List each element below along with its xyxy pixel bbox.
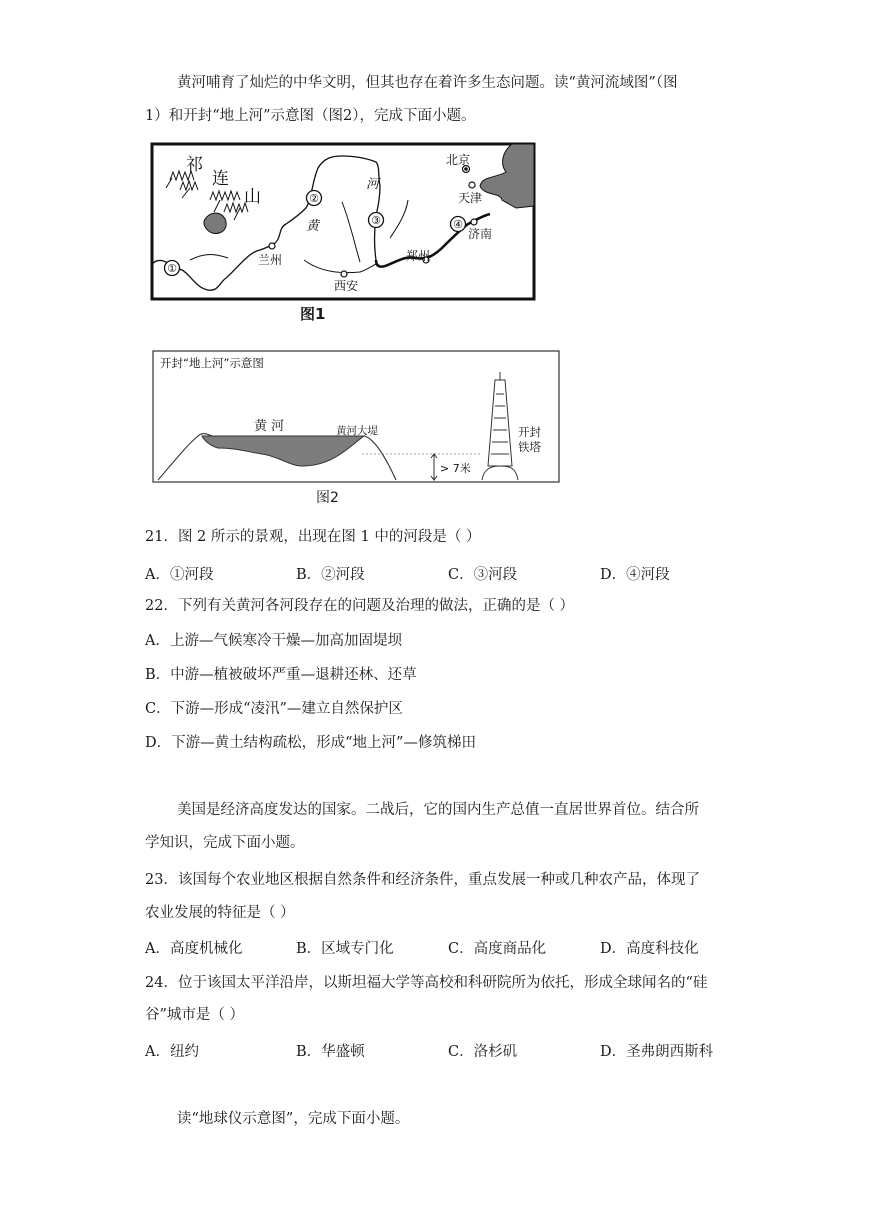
label-tower-1: 开封 bbox=[518, 425, 541, 439]
figure2-caption: 图2 bbox=[316, 490, 339, 506]
label-jinan: 济南 bbox=[468, 227, 493, 241]
q22-option-d: D．下游—黄土结构疏松，形成“地上河”—修筑梯田 bbox=[145, 735, 476, 751]
figure1-map bbox=[150, 142, 536, 302]
figure2-title: 开封“地上河”示意图 bbox=[160, 356, 264, 370]
label-lian: 连 bbox=[212, 169, 229, 189]
label-river: 黄 河 bbox=[254, 419, 285, 434]
q21-option-d: D．④河段 bbox=[600, 567, 670, 583]
label-he: 河 bbox=[366, 177, 380, 192]
label-tianjin: 天津 bbox=[458, 191, 483, 205]
label-tower-2: 铁塔 bbox=[518, 440, 541, 454]
q24-stem-line1: 24．位于该国太平洋沿岸，以斯坦福大学等高校和科研院所为依托，形成全球闻名的“硅 bbox=[145, 975, 708, 991]
label-beijing: 北京 bbox=[446, 153, 471, 167]
q21-stem: 21．图 2 所示的景观，出现在图 1 中的河段是（ ） bbox=[145, 529, 481, 545]
q23-option-a: A．高度机械化 bbox=[145, 941, 243, 957]
q22-option-a: A．上游—气候寒冷干燥—加高加固堤坝 bbox=[145, 633, 402, 649]
section2-intro-line2: 学知识，完成下面小题。 bbox=[145, 835, 305, 851]
q22-option-c: C．下游—形成“凌汛”—建立自然保护区 bbox=[145, 701, 403, 717]
marker-4: ④ bbox=[453, 218, 463, 231]
q24-option-c: C．洛杉矶 bbox=[448, 1044, 518, 1060]
q24-option-a: A．纽约 bbox=[145, 1044, 199, 1060]
label-xian: 西安 bbox=[334, 279, 359, 293]
label-lanzhou: 兰州 bbox=[258, 253, 283, 267]
figure1-caption: 图1 bbox=[300, 305, 326, 323]
q23-option-c: C．高度商品化 bbox=[448, 941, 547, 957]
label-qi: 祁 bbox=[186, 155, 203, 175]
section1-intro-line2: 1）和开封“地上河”示意图（图2），完成下面小题。 bbox=[145, 108, 476, 124]
q23-stem-line2: 农业发展的特征是（ ） bbox=[145, 905, 295, 921]
marker-3: ③ bbox=[371, 214, 381, 227]
q21-option-b: B．②河段 bbox=[296, 567, 365, 583]
q24-stem-line2: 谷”城市是（ ） bbox=[145, 1007, 245, 1023]
label-zhengzhou: 郑州 bbox=[406, 249, 431, 263]
q23-option-d: D．高度科技化 bbox=[600, 941, 699, 957]
q23-stem-line1: 23．该国每个农业地区根据自然条件和经济条件，重点发展一种或几种农产品，体现了 bbox=[145, 872, 700, 888]
q24-option-d: D．圣弗朗西斯科 bbox=[600, 1044, 714, 1060]
section3-intro: 读“地球仪示意图”，完成下面小题。 bbox=[177, 1111, 410, 1127]
q22-option-b: B．中游—植被破坏严重—退耕还林、还草 bbox=[145, 667, 417, 683]
label-dike: 黄河大堤 bbox=[336, 425, 378, 437]
label-height: > 7米 bbox=[440, 462, 471, 475]
section2-intro-line1: 美国是经济高度发达的国家。二战后，它的国内生产总值一直居世界首位。结合所 bbox=[177, 802, 699, 818]
q23-option-b: B．区域专门化 bbox=[296, 941, 394, 957]
q22-stem: 22．下列有关黄河各河段存在的问题及治理的做法，正确的是（ ） bbox=[145, 598, 575, 614]
label-shan: 山 bbox=[244, 187, 261, 207]
figure2-diagram bbox=[152, 350, 562, 484]
label-huang: 黄 bbox=[306, 219, 320, 234]
marker-2: ② bbox=[309, 192, 319, 205]
q24-option-b: B．华盛顿 bbox=[296, 1044, 365, 1060]
section1-intro-line1: 黄河哺育了灿烂的中华文明，但其也存在着许多生态问题。读“黄河流域图”（图 bbox=[177, 75, 678, 91]
marker-1: ① bbox=[167, 262, 177, 275]
q21-option-a: A．①河段 bbox=[145, 567, 214, 583]
q21-option-c: C．③河段 bbox=[448, 567, 518, 583]
qinghai-lake bbox=[204, 213, 226, 233]
